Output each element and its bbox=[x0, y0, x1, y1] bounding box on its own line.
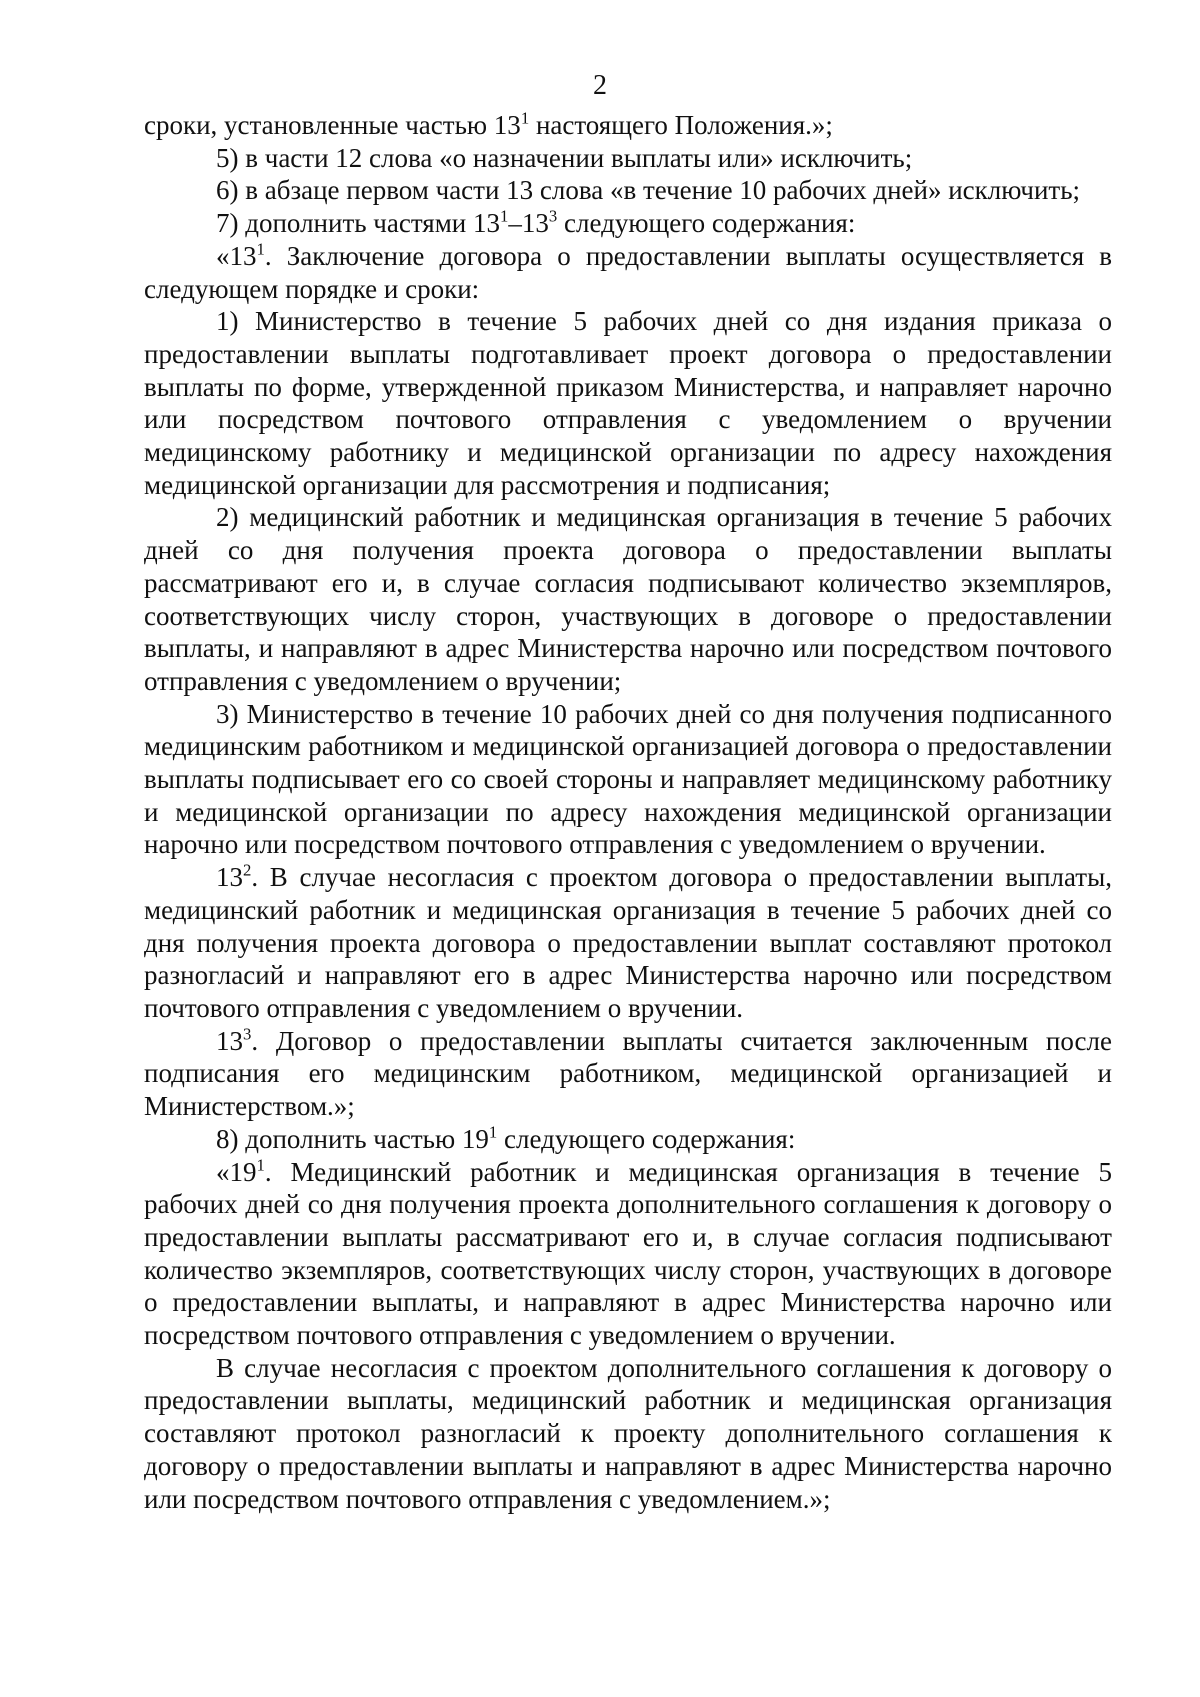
document-body bbox=[144, 109, 1112, 1515]
paragraph-item-8: 8) дополнить частью $19^1$ следующего содержания: bbox=[216, 1122, 796, 1154]
paragraph-subitem-3: 3) Министерство в течение 10 рабочих дней со дня получения подписанного медицинским работником и медицинской организацией договора о предоставлении выплаты подписывает его со своей стороны и направляет медицинскому работнику и медицинской организации по адресу нахождения медицинской организации нарочно или посредством почтового отправления с уведомлением о вручении. bbox=[144, 698, 1112, 860]
paragraph-continuation: сроки, установленные частью $13^1$ настоящего Положения.»; bbox=[144, 108, 833, 140]
paragraph-item-6: 6) в абзаце первом части 13 слова «в течение 10 рабочих дней» исключить; bbox=[216, 175, 1081, 206]
paragraph-item-7: 7) дополнить частями $13^1-13^3$ следующего содержания: bbox=[216, 206, 856, 239]
paragraph-section-13-3: $13^3$. Договор о предоставлении выплаты считается заключенным после подписания его медицинским работником, медицинской организацией и Министерством.»; bbox=[144, 1024, 1112, 1122]
paragraph-section-13-1: «$13^1$. Заключение договора о предоставлении выплаты осуществляется в следующем порядке и сроки: bbox=[144, 239, 1112, 304]
paragraph-section-19-1: «$19^1$. Медицинский работник и медицинская организация в течение 5 рабочих дней со дня получения проекта дополнительного соглашения к договору о предоставлении выплаты рассматривают его и, в случае согласия подписывают количество экземпляров, соответствующих числу сторон, участвующих в договоре о предоставлении выплаты, и направляют в адрес Министерства нарочно или посредством почтового отправления с уведомлением о вручении. bbox=[144, 1155, 1112, 1351]
page-number: 2 bbox=[593, 70, 607, 101]
paragraph-disagreement: В случае несогласия с проектом дополнительного соглашения к договору о предоставлении выплаты, медицинский работник и медицинская организация составляют протокол разногласий к проекту дополнительного соглашения к договору о предоставлении выплаты и направляют в адрес Министерства нарочно или посредством почтового отправления с уведомлением.»; bbox=[144, 1352, 1112, 1514]
paragraph-subitem-2: 2) медицинский работник и медицинская организация в течение 5 рабочих дней со дня получения проекта договора о предоставлении выплаты рассматривают его и, в случае согласия подписывают количество экземпляров, соответствующих числу сторон, участвующих в договоре о предоставлении выплаты, и направляют в адрес Министерства нарочно или посредством почтового отправления с уведомлением о вручении; bbox=[144, 502, 1112, 696]
paragraph-item-5: 5) в части 12 слова «о назначении выплаты или» исключить; bbox=[216, 142, 913, 173]
paragraph-section-13-2: $13^2$. В случае несогласия с проектом договора о предоставлении выплаты, медицинский работник и медицинская организация в течение 5 рабочих дней со дня получения проекта договора о предоставлении выплат составляют протокол разногласий и направляют его в адрес Министерства нарочно или посредством почтового отправления с уведомлением о вручении. bbox=[144, 860, 1112, 1023]
paragraph-subitem-1: 1) Министерство в течение 5 рабочих дней со дня издания приказа о предоставлении выплаты подготавливает проект договора о предоставлении выплаты по форме, утвержденной приказом Министерства, и направляет нарочно или посредством почтового отправления с уведомлением о вручении медицинскому работнику и медицинской организации по адресу нахождения медицинской организации для рассмотрения и подписания; bbox=[144, 306, 1112, 500]
